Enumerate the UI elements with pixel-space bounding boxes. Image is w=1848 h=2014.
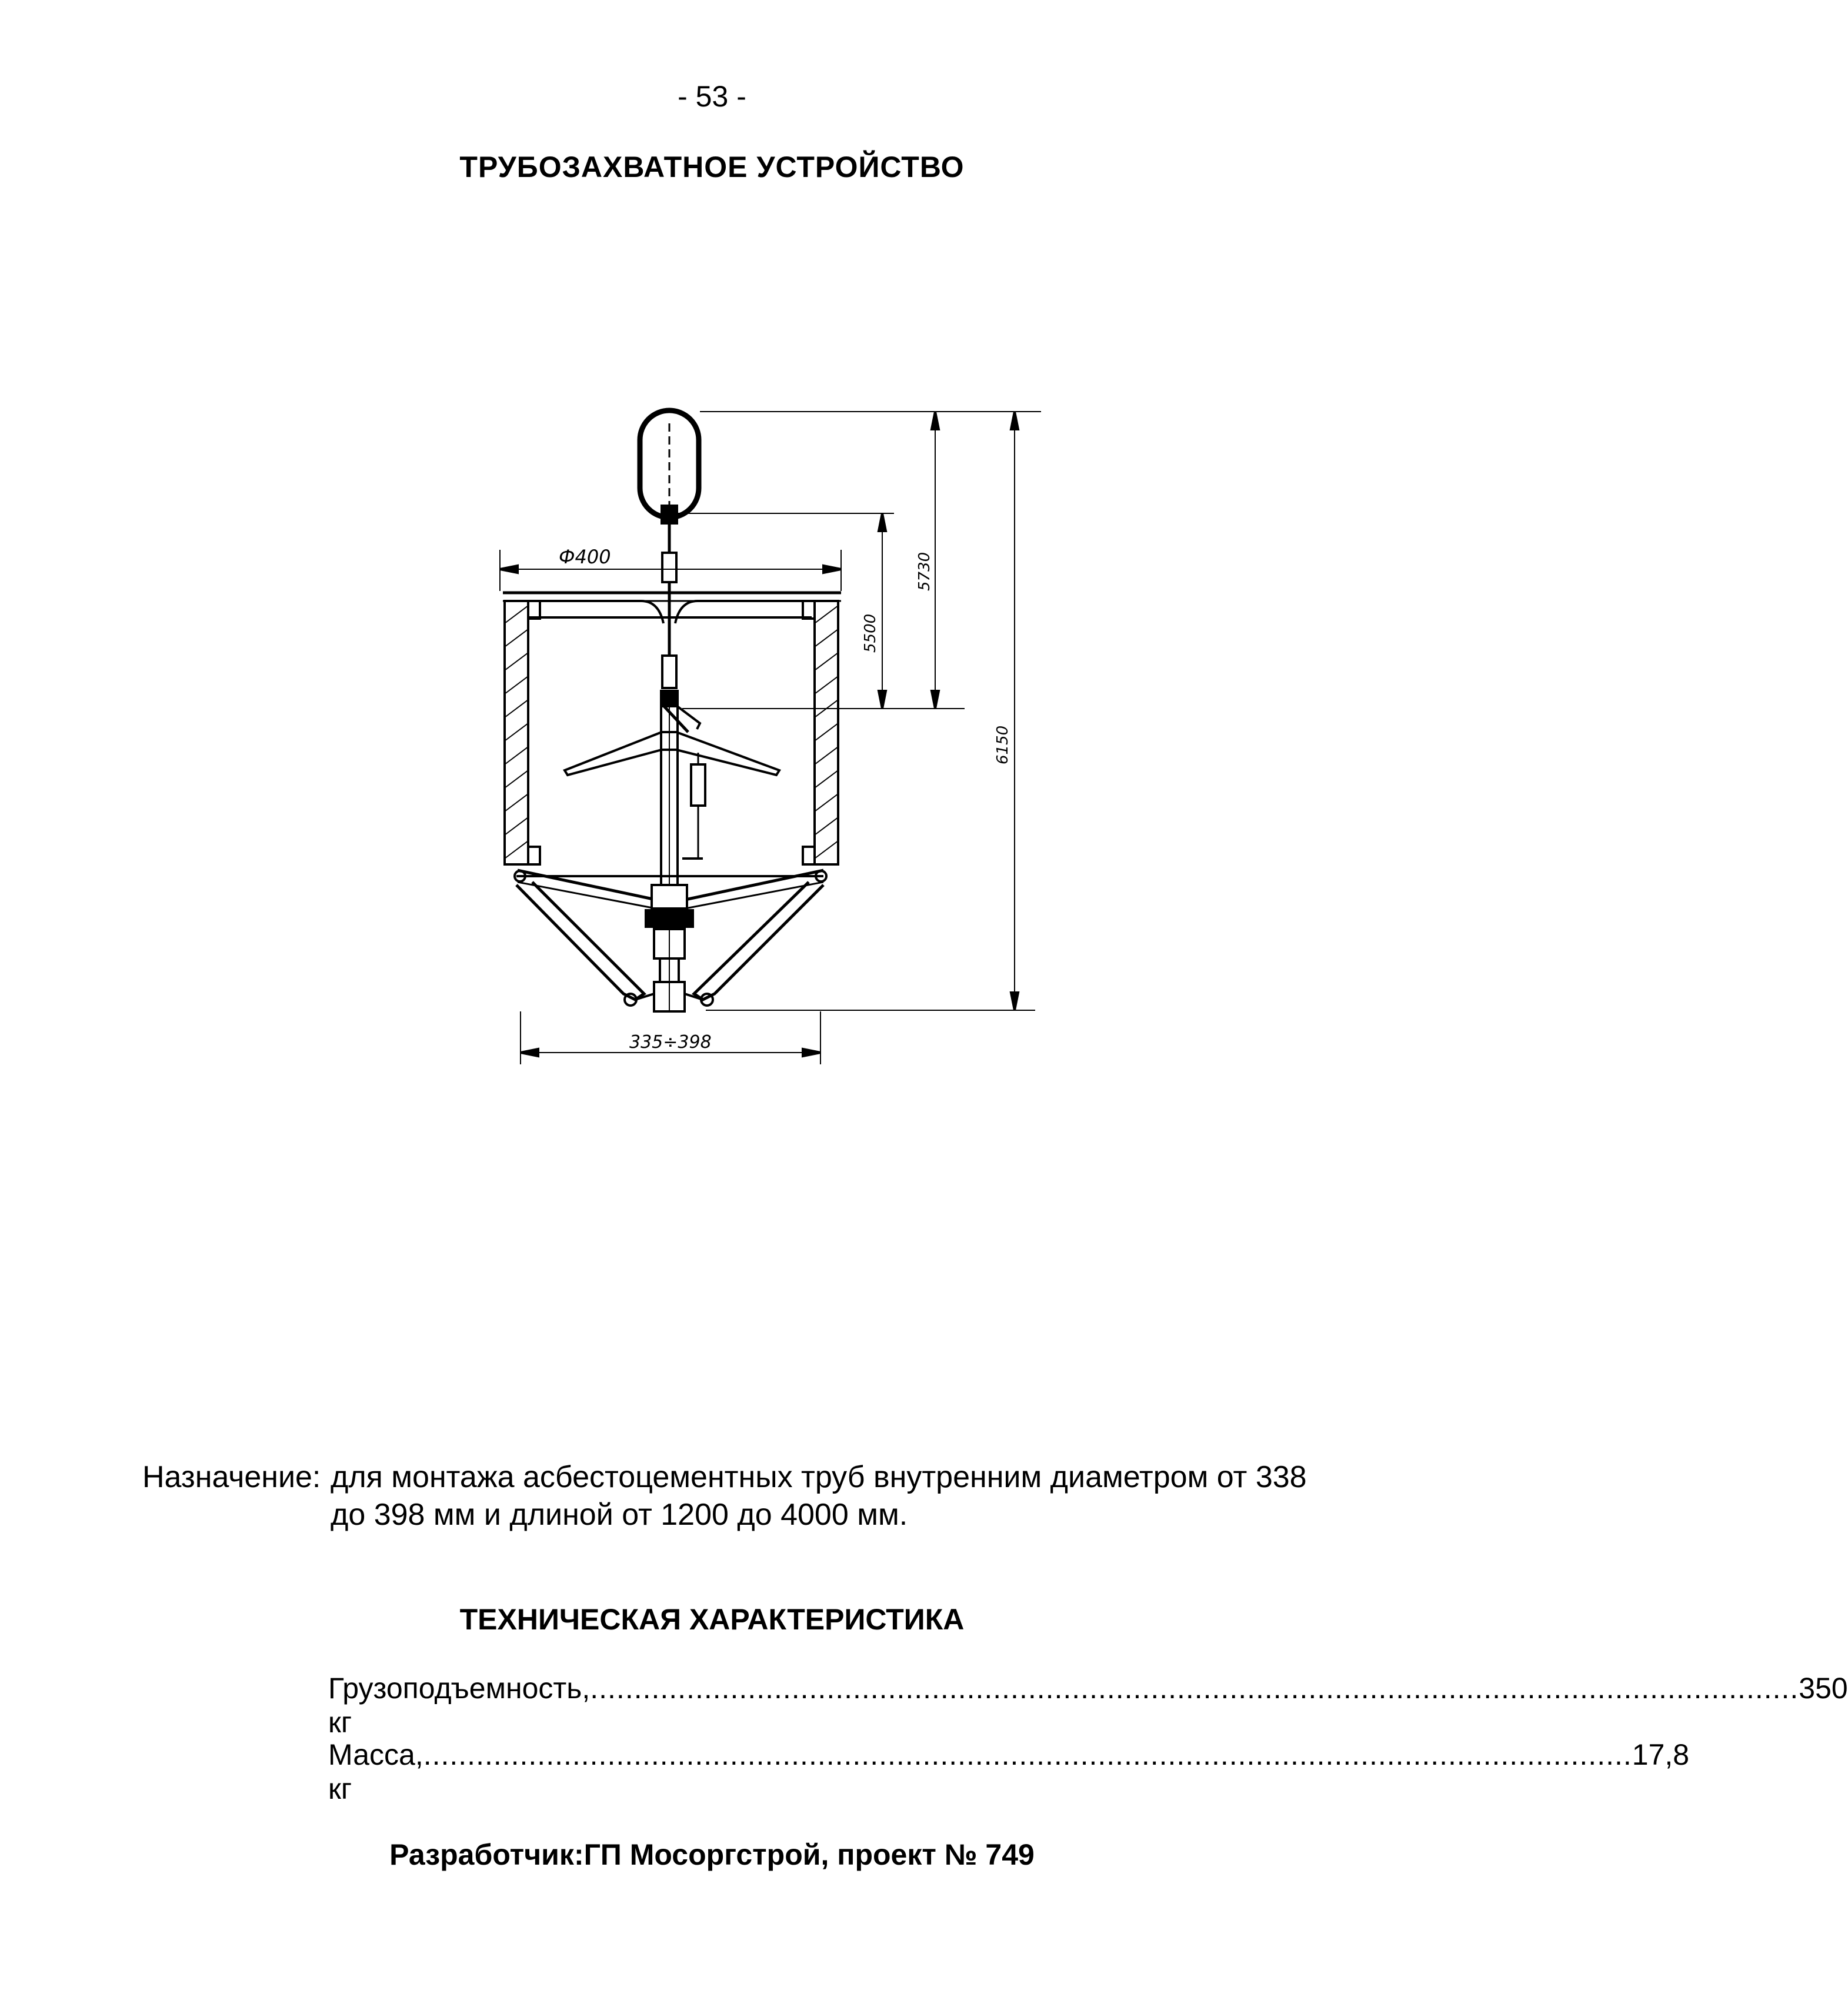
purpose-label: Назначение: [142, 1460, 321, 1494]
dim-6150-label: 6150 [994, 725, 1012, 764]
spec-row [328, 1671, 1848, 1739]
spec-leader-dots: .......................................................................................................................................... [423, 1738, 1632, 1771]
dim-diameter-label: Ф400 [559, 546, 611, 568]
spec-name: Грузоподъемность, кг [328, 1672, 591, 1739]
dim-5730-label: 5730 [916, 552, 933, 591]
right-leg [694, 882, 823, 1000]
middle-link [662, 656, 676, 688]
spec-value: 17,8 [1632, 1738, 1690, 1771]
page-number: - 53 - [678, 80, 746, 113]
upper-link [662, 553, 676, 582]
spec-row [328, 1738, 1690, 1806]
spec-value: 350 [1799, 1672, 1848, 1705]
technical-drawing [0, 0, 1424, 1117]
spec-name: Масса, кг [328, 1738, 423, 1805]
developer-credit: Разработчик:ГП Мосоргстрой, проект № 749 [389, 1838, 1035, 1871]
dim-range-label: 335÷398 [629, 1032, 712, 1053]
purpose-text: для монтажа асбестоцементных труб внутренним диаметром от 338 до 398 мм и длиной от 1200 до 4000 мм. [331, 1460, 1307, 1532]
spec-leader-dots: .......................................................................................................................................... [590, 1672, 1799, 1705]
page-title: ТРУБОЗАХВАТНОЕ УСТРОЙСТВО [459, 151, 965, 183]
specs-title: ТЕХНИЧЕСКАЯ ХАРАКТЕРИСТИКА [459, 1603, 965, 1636]
ring-clamp [662, 506, 677, 523]
dim-5500-label: 5500 [862, 613, 879, 653]
hub [652, 885, 687, 909]
left-leg [516, 882, 644, 1000]
side-cylinder [691, 764, 705, 806]
gripper-wings [565, 732, 779, 775]
